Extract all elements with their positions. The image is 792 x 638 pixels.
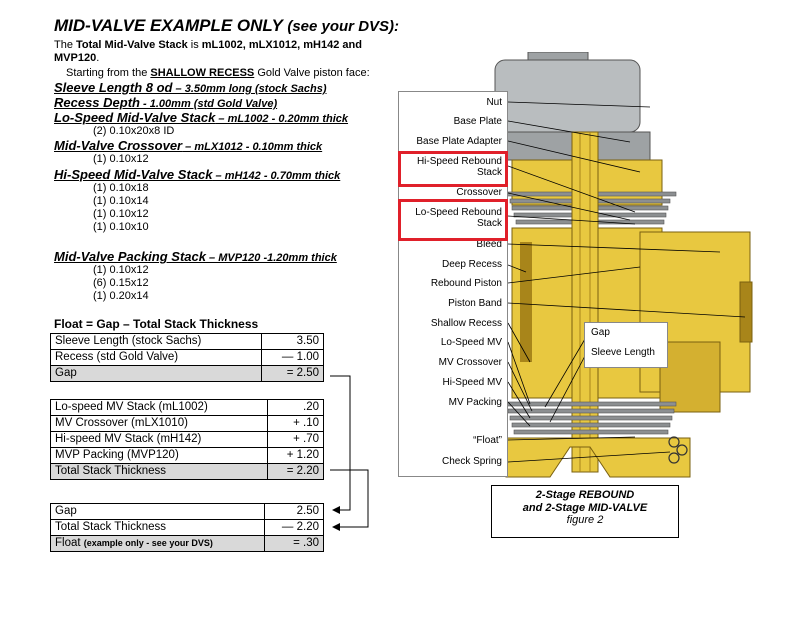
highlight-lo-speed-box <box>398 199 508 241</box>
spec-recess: Recess Depth - 1.00mm (std Gold Valve) <box>54 95 278 110</box>
label-float: “Float” <box>473 435 502 446</box>
gap-callout <box>584 322 668 368</box>
connector-arrows <box>324 370 374 540</box>
intro-text: The Total Mid-Valve Stack is mL1002, mLX1012, mH142 and MVP120. <box>54 39 362 64</box>
table-row: Sleeve Length (stock Sachs) 3.50 <box>51 334 324 350</box>
label-deep-recess: Deep Recess <box>441 259 502 270</box>
table-row: Recess (std Gold Valve) — 1.00 <box>51 350 324 366</box>
float-title: Float = Gap – Total Stack Thickness <box>54 317 259 331</box>
table-row: MV Crossover (mLX1010) + .10 <box>51 416 324 432</box>
label-base-plate-adapter: Base Plate Adapter <box>416 136 502 147</box>
label-column <box>398 91 506 475</box>
label-crossover: Crossover <box>456 187 502 198</box>
label-lo-speed-rebound: Lo-Speed Rebound Stack <box>415 207 502 229</box>
crossover-item: (1) 0.10x12 <box>93 153 149 165</box>
label-rebound-piston: Rebound Piston <box>430 278 502 289</box>
hispeed-item: (1) 0.10x10 <box>93 221 149 233</box>
start-text: Starting from the SHALLOW RECESS Gold Valve piston face: <box>66 67 370 79</box>
figure-caption: 2-Stage REBOUND and 2-Stage MID-VALVE figure 2 <box>491 485 679 538</box>
valve-diagram <box>490 52 760 482</box>
float-table <box>50 503 324 552</box>
table-row: Gap = 2.50 <box>51 366 324 382</box>
label-base-plate: Base Plate <box>453 116 502 127</box>
label-mv-crossover: MV Crossover <box>438 357 502 368</box>
label-lo-speed-mv: Lo-Speed MV <box>440 337 502 348</box>
stack-table <box>50 399 324 480</box>
label-check-spring: Check Spring <box>441 456 502 467</box>
packing-item: (1) 0.20x14 <box>93 290 149 302</box>
table-row: Gap 2.50 <box>51 504 324 520</box>
table-row: MVP Packing (MVP120) + 1.20 <box>51 448 324 464</box>
hispeed-item: (1) 0.10x14 <box>93 195 149 207</box>
highlight-hi-speed-box <box>398 151 508 187</box>
spec-packing: Mid-Valve Packing Stack – MVP120 -1.20mm thick <box>54 249 337 264</box>
label-bleed: Bleed <box>476 239 502 250</box>
lospeed-item: (2) 0.10x20x8 ID <box>93 125 175 137</box>
spec-crossover: Mid-Valve Crossover – mLX1012 - 0.10mm thick <box>54 138 323 153</box>
spec-lospeed: Lo-Speed Mid-Valve Stack – mL1002 - 0.20mm thick <box>54 110 349 125</box>
table-row: Float (example only - see your DVS) = .30 <box>51 536 324 552</box>
gap-table <box>50 333 324 382</box>
spec-hispeed: Hi-Speed Mid-Valve Stack – mH142 - 0.70mm thick <box>54 167 341 182</box>
label-sleeve-length: Sleeve Length <box>591 347 655 358</box>
label-gap: Gap <box>591 327 610 338</box>
page-title: MID-VALVE EXAMPLE ONLY (see your DVS): <box>54 16 400 35</box>
hispeed-item: (1) 0.10x18 <box>93 182 149 194</box>
label-nut: Nut <box>486 97 502 108</box>
label-hi-speed-mv: Hi-Speed MV <box>442 377 502 388</box>
label-shallow-recess: Shallow Recess <box>430 318 502 329</box>
table-row: Total Stack Thickness — 2.20 <box>51 520 324 536</box>
packing-item: (6) 0.15x12 <box>93 277 149 289</box>
table-row: Lo-speed MV Stack (mL1002) .20 <box>51 400 324 416</box>
table-row: Total Stack Thickness = 2.20 <box>51 464 324 480</box>
spec-sleeve: Sleeve Length 8 od – 3.50mm long (stock Sachs) <box>54 80 327 95</box>
table-row: Hi-speed MV Stack (mH142) + .70 <box>51 432 324 448</box>
label-hi-speed-rebound: Hi-Speed Rebound Stack <box>416 156 502 178</box>
packing-item: (1) 0.10x12 <box>93 264 149 276</box>
label-mv-packing: MV Packing <box>448 397 502 408</box>
hispeed-item: (1) 0.10x12 <box>93 208 149 220</box>
label-piston-band: Piston Band <box>448 298 502 309</box>
